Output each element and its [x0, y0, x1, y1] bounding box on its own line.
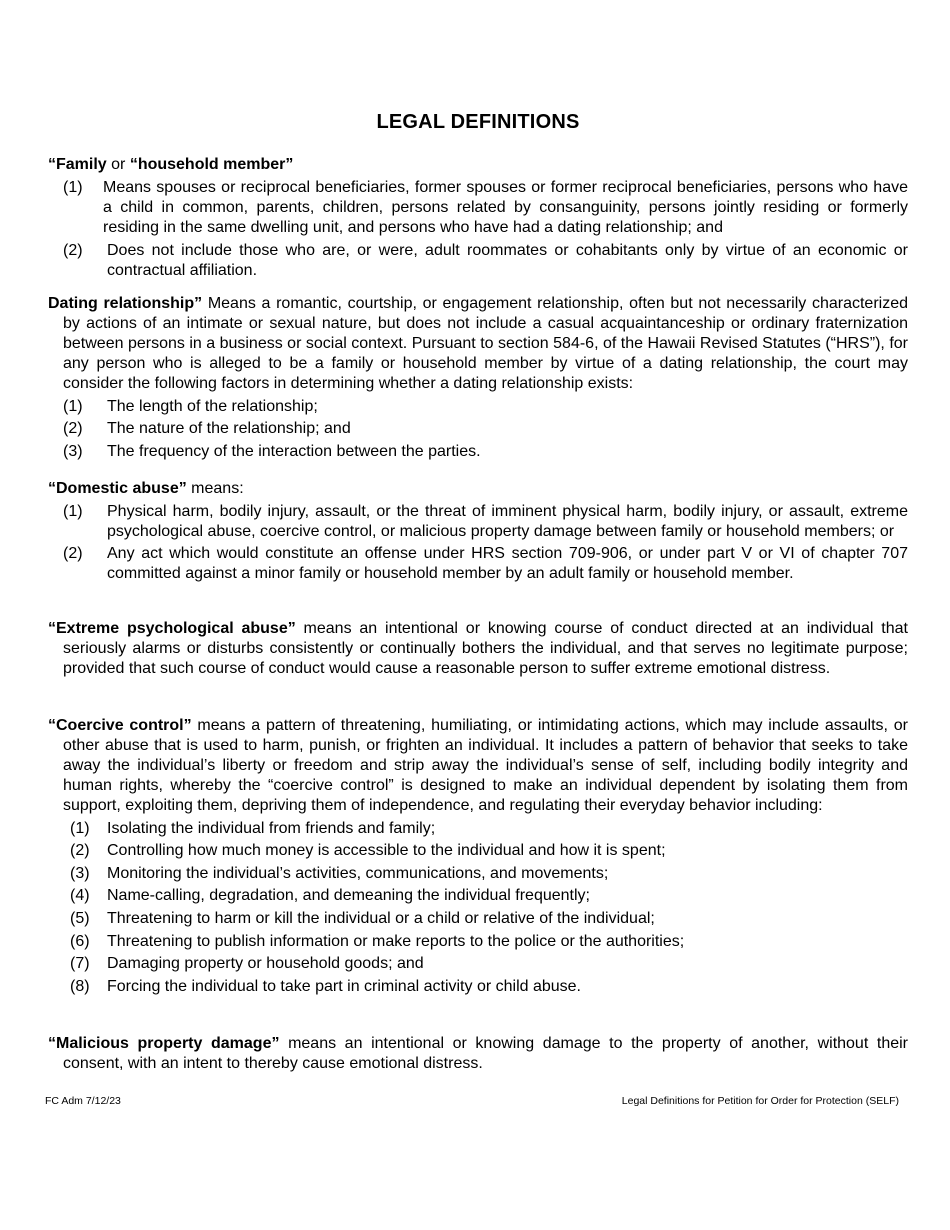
- item-number: (1): [63, 179, 83, 196]
- list-item: [48, 544, 908, 584]
- item-text: Monitoring the individual’s activities, communications, and movements;: [107, 864, 609, 882]
- item-text: Physical harm, bodily injury, assault, or the threat of imminent physical harm, bodily injury, or assault, extreme psychological abuse, coercive control, or malicious property damage between family or household members; or: [107, 502, 908, 540]
- list-item: [48, 954, 908, 974]
- item-text: Forcing the individual to take part in criminal activity or child abuse.: [107, 977, 581, 995]
- item-text: Controlling how much money is accessible to the individual and how it is spent;: [107, 842, 666, 860]
- list-item: [48, 397, 908, 417]
- item-number: (3): [63, 442, 83, 460]
- item-number: (2): [63, 545, 83, 563]
- item-number: (1): [63, 397, 83, 415]
- term-malicious-property-damage: “Malicious property damage”: [48, 1035, 280, 1052]
- list-item: [48, 977, 908, 997]
- term-joiner: or: [106, 156, 130, 173]
- definition-domestic-abuse: [48, 479, 908, 584]
- definition-text: means an intentional or knowing course of conduct directed at an individual that seriously alarms or disturbs consistently or continually bothers the individual, and that serves no legitimate purpose; provided that such course of conduct would cause a reasonable person to suffer extreme emotional distress.: [63, 620, 908, 677]
- term-coercive-control: “Coercive control”: [48, 717, 192, 734]
- term-domestic-abuse: “Domestic abuse”: [48, 480, 187, 497]
- list-item: [48, 241, 908, 281]
- item-text: Isolating the individual from friends and family;: [107, 819, 436, 837]
- list-item: [48, 502, 908, 542]
- item-text: Threatening to harm or kill the individual or a child or relative of the individual;: [107, 909, 655, 927]
- list-item: [48, 886, 908, 906]
- definition-heading: [48, 619, 908, 679]
- definition-heading: [48, 155, 908, 175]
- page-title: LEGAL DEFINITIONS: [376, 111, 580, 133]
- definition-heading: [48, 479, 908, 499]
- definition-coercive-control: [48, 716, 908, 997]
- list-item: [48, 864, 908, 884]
- item-text: The nature of the relationship; and: [107, 420, 351, 438]
- item-text: Damaging property or household goods; and: [107, 955, 424, 973]
- item-text: The frequency of the interaction between the parties.: [107, 442, 481, 460]
- definition-text: means:: [186, 480, 244, 497]
- item-text: Any act which would constitute an offense under HRS section 709-906, or under part V or VI of chapter 707 committed against a minor family or household member by an adult family or household member.: [107, 545, 908, 583]
- definition-text: means an intentional or knowing damage to the property of another, without their consent, with an intent to thereby cause emotional distress.: [63, 1035, 908, 1072]
- item-number: (7): [70, 955, 90, 973]
- list-item: [48, 419, 908, 439]
- list-item: [48, 178, 908, 238]
- definition-heading: [48, 294, 908, 394]
- list-item: [48, 909, 908, 929]
- item-number: (6): [70, 932, 90, 950]
- definition-extreme-psychological-abuse: [48, 619, 908, 679]
- term-extreme-psychological-abuse: “Extreme psychological abuse”: [48, 620, 296, 637]
- list-item: [48, 841, 908, 861]
- term-household-member: “household member”: [129, 156, 294, 173]
- definition-malicious-property-damage: [48, 1034, 908, 1074]
- term-family: “Family: [48, 156, 107, 173]
- item-number: (5): [70, 909, 90, 927]
- definition-text: Means a romantic, courtship, or engagement relationship, often but not necessarily characterized by actions of an intimate or sexual nature, but does not include a casual acquaintanceship or ordinary fraternization between persons in a business or social context. Pursuant to section 584-6, of the Hawaii Revised Statutes (“HRS”), for any person who is alleged to be a family or household member by virtue of a dating relationship, the court may consider the following factors in determining whether a dating relationship exists:: [63, 295, 908, 392]
- item-number: (1): [63, 502, 83, 520]
- term-dating-relationship: Dating relationship”: [48, 295, 203, 312]
- item-number: (4): [70, 887, 90, 905]
- list-item: [48, 819, 908, 839]
- list-item: [48, 442, 908, 462]
- item-text: Name-calling, degradation, and demeaning the individual frequently;: [107, 887, 590, 905]
- item-text: Threatening to publish information or make reports to the police or the authorities;: [107, 932, 685, 950]
- item-text: The length of the relationship;: [107, 397, 318, 415]
- item-number: (1): [70, 819, 90, 837]
- definition-dating-relationship: [48, 294, 908, 462]
- definition-heading: [48, 1034, 908, 1074]
- item-number: (2): [70, 842, 90, 860]
- list-item: [48, 932, 908, 952]
- form-number: FC Adm 7/12/23: [45, 1095, 121, 1107]
- item-number: (2): [63, 420, 83, 438]
- item-text: Does not include those who are, or were, adult roommates or cohabitants only by virtue of an economic or contractual affiliation.: [107, 242, 908, 279]
- item-number: (8): [70, 977, 90, 995]
- item-text: Means spouses or reciprocal beneficiaries, former spouses or former reciprocal beneficiaries, persons who have a child in common, parents, children, persons related by consanguinity, persons jointly residing or formerly residing in the same dwelling unit, and persons who have had a dating relationship; and: [103, 179, 908, 236]
- definition-heading: [48, 716, 908, 816]
- definition-text: means a pattern of threatening, humiliating, or intimidating actions, which may include assaults, or other abuse that is used to harm, punish, or frighten an individual. It includes a pattern of behavior that seeks to take away the individual’s liberty or freedom and strip away the individual’s sense of self, including bodily integrity and human rights, whereby the “coercive control” is designed to make an individual dependent by isolating them from support, exploiting them, depriving them of independence, and regulating their everyday behavior including:: [63, 717, 908, 814]
- form-title-footer: Legal Definitions for Petition for Order for Protection (SELF): [621, 1095, 899, 1107]
- definition-family: [48, 155, 908, 281]
- item-number: (3): [70, 864, 90, 882]
- item-number: (2): [63, 242, 83, 259]
